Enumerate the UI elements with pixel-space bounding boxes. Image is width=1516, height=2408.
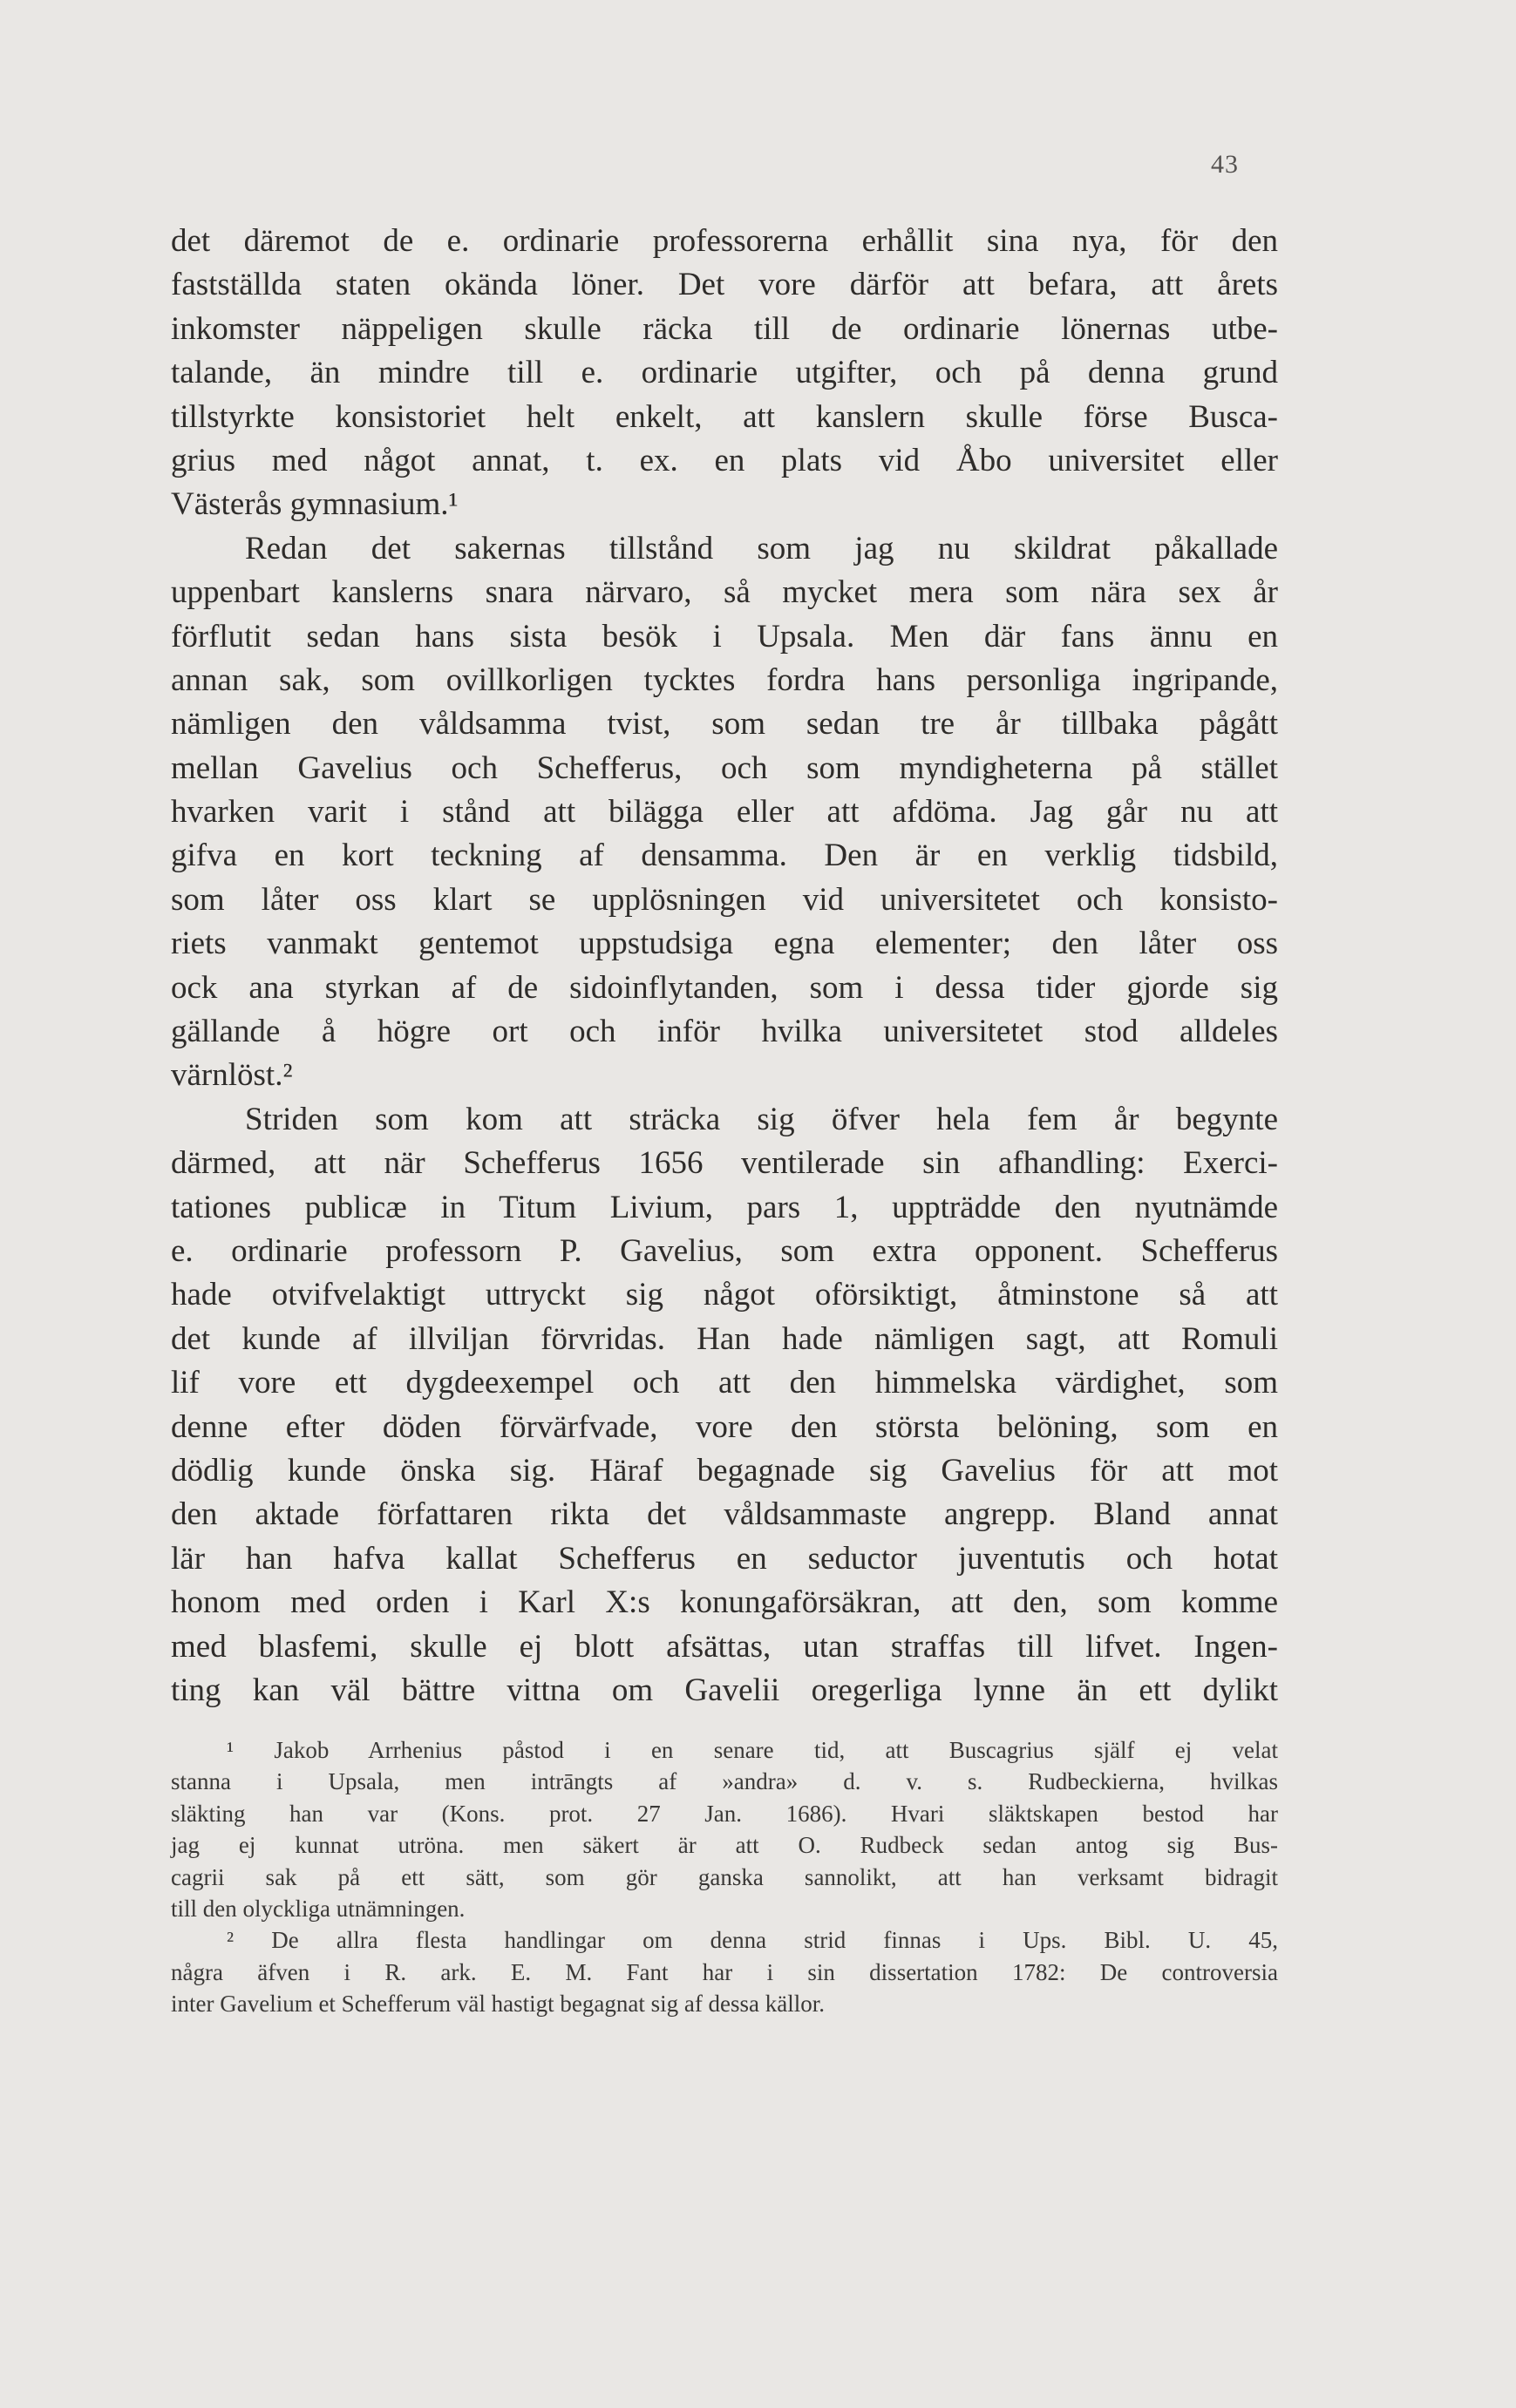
text-line: nämligen den våldsamma tvist, som sedan tre år tillbaka pågått [171,706,1278,743]
text-line: Redan det sakernas tillstånd som jag nu skildrat påkallade [245,530,1278,566]
text-line: ting kan väl bättre vittna om Gavelii oregerliga lynne än ett dylikt [171,1672,1278,1708]
text-line: annan sak, som ovillkorligen tycktes fordra hans personliga ingripande, [171,661,1278,698]
text-line: därmed, att när Schefferus 1656 ventilerade sin afhandling: Exerci- [171,1145,1278,1182]
text-line: riets vanmakt gentemot uppstudsiga egna elementer; den låter oss [171,926,1278,962]
text-line: dödlig kunde önska sig. Häraf begagnade sig Gavelius för att mot [171,1452,1278,1489]
footnote-line: cagrii sak på ett sätt, som gör ganska sannolikt, att han verksamt bidragit [171,1863,1278,1890]
footnote-line: inter Gavelium et Schefferum väl hastigt begagnat sig af dessa källor. [171,1991,826,2018]
footnote-line: ¹ Jakob Arrhenius påstod i en senare tid, att Buscagrius själf ej velat [227,1737,1278,1763]
text-line: den aktade författaren rikta det våldsammaste angrepp. Bland annat [171,1496,1278,1533]
footnote-line: några äfven i R. ark. E. M. Fant har i sin dissertation 1782: De controversia [171,1958,1278,1985]
text-line: uppenbart kanslerns snara närvaro, så mycket mera som nära sex år [171,574,1278,611]
text-line: mellan Gavelius och Schefferus, och som myndigheterna på stället [171,750,1278,786]
text-line: Västerås gymnasium.¹ [171,486,459,523]
text-line: grius med något annat, t. ex. en plats vid Åbo universitet eller [171,442,1278,478]
footnote-line: ² De allra flesta handlingar om denna strid finnas i Ups. Bibl. U. 45, [227,1927,1278,1954]
footnote-line: stanna i Upsala, men intrāngts af »andra» d. v. s. Rudbeckierna, hvilkas [171,1768,1278,1795]
footnotes [171,1734,1278,2020]
text-line: som låter oss klart se upplösningen vid universitetet och konsisto- [171,881,1278,918]
text-line: Striden som kom att sträcka sig öfver hela fem år begynte [245,1101,1278,1137]
text-line: tationes publicæ in Titum Livium, pars 1, uppträdde den nyutnämde [171,1189,1278,1225]
text-line: hvarken varit i stånd att bilägga eller att afdöma. Jag går nu att [171,794,1278,831]
text-line: talande, än mindre till e. ordinarie utgifter, och på denna grund [171,355,1278,391]
footnote-line: jag ej kunnat utröna. men säkert är att O. Rudbeck sedan antog sig Bus- [171,1832,1278,1859]
text-line: ock ana styrkan af de sidoinflytanden, som i dessa tider gjorde sig [171,969,1278,1006]
text-line: lär han hafva kallat Schefferus en seductor juventutis och hotat [171,1540,1278,1577]
body-text [171,220,1278,1713]
text-line: gifva en kort teckning af densamma. Den är en verklig tidsbild, [171,838,1278,874]
text-line: honom med orden i Karl X:s konungaförsäkran, att den, som komme [171,1584,1278,1621]
text-line: med blasfemi, skulle ej blott afsättas, utan straffas till lifvet. Ingen- [171,1628,1278,1665]
footnote-line: till den olyckliga utnämningen. [171,1895,466,1922]
text-line: inkomster näppeligen skulle räcka till de ordinarie lönernas utbe- [171,310,1278,347]
text-line: tillstyrkte konsistoriet helt enkelt, att kanslern skulle förse Busca- [171,398,1278,435]
page-number: 43 [1211,150,1239,179]
text-line: lif vore ett dygdeexempel och att den himmelska värdighet, som [171,1365,1278,1401]
text-line: e. ordinarie professorn P. Gavelius, som extra opponent. Schefferus [171,1232,1278,1269]
text-line: gällande å högre ort och inför hvilka universitetet stod alldeles [171,1014,1278,1050]
footnote-line: släkting han var (Kons. prot. 27 Jan. 1686). Hvari släktskapen bestod har [171,1800,1278,1827]
text-line: det däremot de e. ordinarie professorerna erhållit sina nya, för den [171,223,1278,259]
text-line: fastställda staten okända löner. Det vore därför att befara, att årets [171,267,1278,303]
text-line: hade otvifvelaktigt uttryckt sig något oförsiktigt, åtminstone så att [171,1277,1278,1313]
text-line: värnlöst.² [171,1057,293,1094]
text-line: det kunde af illviljan förvridas. Han hade nämligen sagt, att Romuli [171,1320,1278,1357]
text-line: denne efter döden förvärfvade, vore den största belöning, som en [171,1408,1278,1445]
text-line: förflutit sedan hans sista besök i Upsala. Men där fans ännu en [171,618,1278,655]
